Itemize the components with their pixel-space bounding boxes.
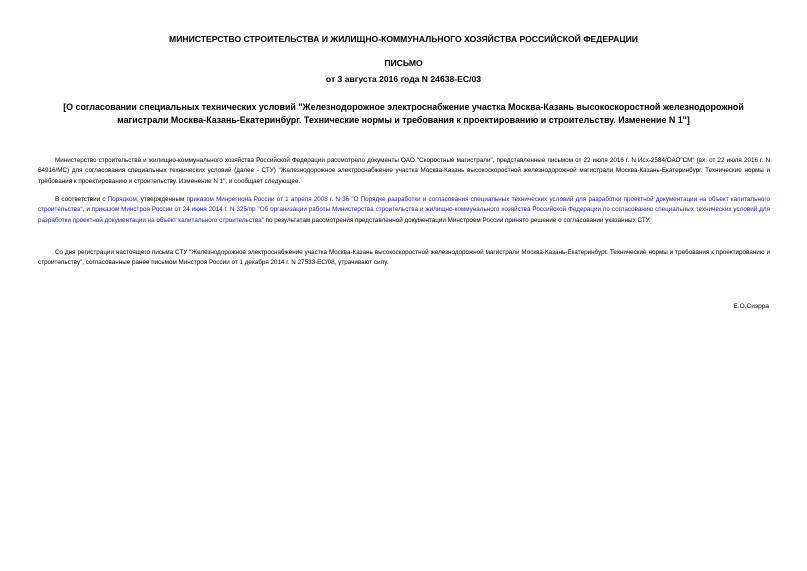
- document-type: ПИСЬМО: [384, 58, 423, 68]
- paragraph-2-text-1: В соответствии с: [55, 196, 108, 203]
- paragraph-2-text-3: , и: [82, 206, 92, 214]
- link-order-minstroy-325[interactable]: приказом Минстроя России от 24 июня 2014 г. N 325/пр "Об организации работы Министерства строительства и жилищно-коммунального хозяйства Российской Федерации по согласованию специальных технических условий для разработки проектной документации на объект капитального строительства": [38, 206, 770, 224]
- paragraph-2: [38, 195, 770, 226]
- document-date-number: от 3 августа 2016 года N 24638-ЕС/03: [325, 74, 482, 84]
- link-order-minregion-36[interactable]: приказом Минрегиона России от 1 апреля 2008 г. N 36 "О Порядке разработки и согласования специальных технических условий для разработки проектной документации на объект капитального строительства": [38, 196, 771, 214]
- document-subject: [О согласовании специальных технических условий "Железнодорожное электроснабжение участка Москва-Казань высокоскоростной железнодорожной магистрали Москва-Казань-Екатеринбург. Технические нормы и требования к проектированию и строительству. Изменение N 1"]: [63, 102, 744, 125]
- signature: Е.О.Сиэрра: [733, 303, 769, 310]
- ministry-heading: МИНИСТЕРСТВО СТРОИТЕЛЬСТВА И ЖИЛИЩНО-КОММУНАЛЬНОГО ХОЗЯЙСТВА РОССИЙСКОЙ ФЕДЕРАЦИИ: [169, 34, 638, 44]
- paragraph-3: [38, 248, 770, 269]
- paragraph-1-text: Министерство строительства и жилищно-коммунального хозяйства Российской Федерации рассмотрело документы ОАО "Скоростные магистрали", представленные письмом от 22 июля 2016 г. N Исх-2584/ОАО"СМ" (вх. от 22 июля 2016 г. N 64916/МС) для согласования специальных технических условий (далее - СТУ) "Железнодорожное электроснабжение участка Москва-Казань высокоскоростной железнодорожной магистрали Москва-Казань-Екатеринбург. Технические нормы и требования к проектированию и строительству. Изменение N 1", и сообщает следующее.: [38, 157, 770, 185]
- paragraph-2-text-4: по результатам рассмотрения представленной документации Минстроем России принято решение о согласовании указанных СТУ.: [263, 216, 651, 224]
- link-poryadok[interactable]: Порядком: [107, 196, 137, 203]
- paragraph-3-text: Со дня регистрации настоящего письма СТУ "Железнодорожное электроснабжение участка Москва-Казань высокоскоростной железнодорожной магистрали Москва-Казань-Екатеринбург. Технические нормы и требования к проектированию и строительству", согласованные ранее письмом Минстроя России от 1 декабря 2014 г. N 27533-ЕС/08, утрачивают силу.: [38, 249, 770, 267]
- paragraph-1: [38, 156, 770, 187]
- paragraph-2-text-2: , утвержденным: [136, 196, 187, 203]
